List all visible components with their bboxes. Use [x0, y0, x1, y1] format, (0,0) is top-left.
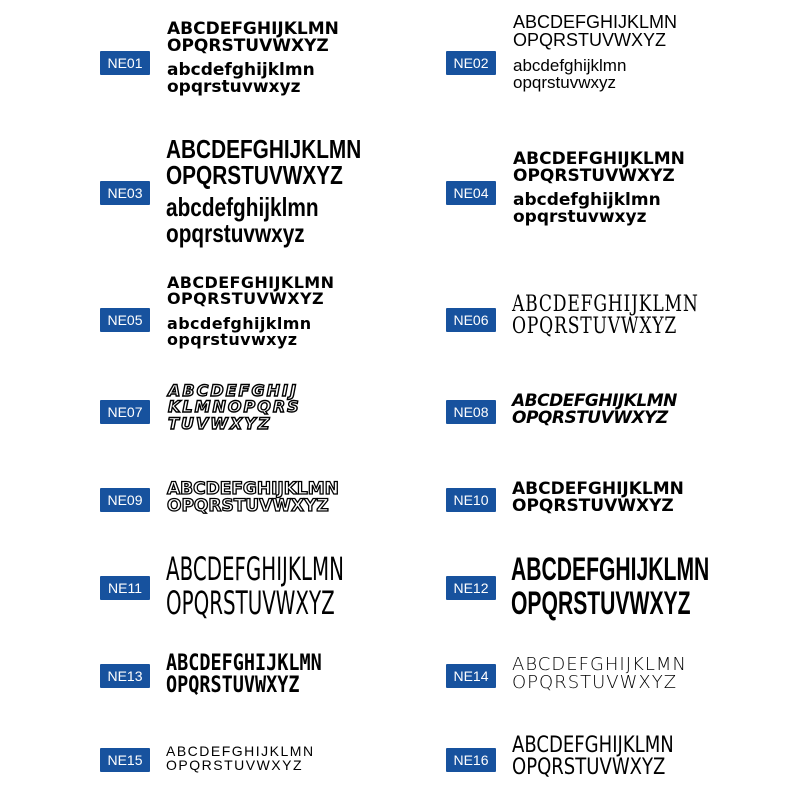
font-code-badge: NE16 — [446, 748, 496, 772]
font-code-badge: NE09 — [100, 488, 150, 512]
font-code-badge: NE14 — [446, 664, 496, 688]
uppercase-line-1: ABCDEFGHIJ — [168, 381, 298, 400]
uppercase-line-1: ABCDEFGHIJKLMN — [166, 651, 322, 676]
font-code-badge: NE11 — [100, 576, 150, 600]
uppercase-line-1: ABCDEFGHIJKLMN — [512, 292, 699, 317]
uppercase-line-1: ABCDEFGHIJKLMN — [513, 149, 685, 169]
font-code-badge: NE08 — [446, 400, 496, 424]
lowercase-line-2: opqrstuvwxyz — [166, 218, 305, 248]
uppercase-line-2: OPQRSTUVWXYZ — [512, 496, 674, 517]
font-specimen — [512, 735, 674, 780]
font-code-badge: NE06 — [446, 308, 496, 332]
lowercase-line-1: abcdefghijklmn — [167, 59, 315, 80]
lowercase-line-1: abcdefghijklmn — [513, 55, 627, 75]
font-code-badge: NE03 — [100, 181, 150, 205]
uppercase-line-2: OPQRSTUVWXYZ — [166, 757, 304, 774]
font-code-badge: NE13 — [100, 664, 150, 688]
uppercase-line-2: OPQRSTUVWXYZ — [166, 673, 300, 699]
uppercase-line-1: ABCDEFGHIJKLMN — [512, 654, 687, 675]
lowercase-line-2: opqrstuvwxyz — [513, 73, 616, 93]
uppercase-line-1: ABCDEFGHIJKLMN — [512, 391, 677, 411]
uppercase-line-2: OPQRSTUVWXYZ — [513, 30, 667, 51]
font-specimen — [166, 744, 315, 773]
font-specimen — [167, 21, 339, 96]
font-code-badge: NE02 — [446, 51, 496, 75]
font-code-badge: NE12 — [446, 576, 496, 600]
uppercase-line-2: OPQRSTUVWXYZ — [512, 314, 678, 340]
uppercase-line-2: OPQRSTUVWXYZ — [167, 289, 325, 309]
uppercase-line-2: OPQRSTUVWXYZ — [166, 583, 335, 622]
uppercase-line-1: ABCDEFGHIJKLMN — [166, 134, 362, 164]
uppercase-line-1: ABCDEFGHIJKLMN — [166, 743, 315, 759]
font-specimen — [513, 13, 677, 91]
font-code-badge: NE04 — [446, 181, 496, 205]
lowercase-line-1: abcdefghijklmn — [166, 192, 319, 222]
lowercase-line-2: opqrstuvwxyz — [167, 76, 301, 97]
font-specimen — [512, 294, 699, 339]
font-specimen — [511, 553, 709, 620]
uppercase-line-2: OPQRSTUVWXYZ — [166, 160, 343, 190]
uppercase-line-1: ABCDEFGHIJKLMN — [512, 479, 684, 499]
lowercase-line-2: opqrstuvwxyz — [167, 329, 298, 349]
uppercase-line-3: TUVWXYZ — [168, 413, 272, 433]
uppercase-line-1: ABCDEFGHIJKLMN — [166, 550, 344, 588]
font-specimen — [166, 136, 361, 246]
lowercase-line-2: opqrstuvwxyz — [513, 206, 647, 227]
font-specimen — [512, 481, 684, 516]
font-code-badge: NE15 — [100, 748, 150, 772]
uppercase-line-1: ABCDEFGHIJKLMN — [511, 551, 710, 587]
uppercase-line-1: ABCDEFGHIJKLMN — [512, 733, 674, 758]
font-code-badge: NE01 — [100, 51, 150, 75]
font-specimen — [512, 393, 677, 428]
font-code-badge: NE05 — [100, 308, 150, 332]
font-specimen — [166, 653, 322, 698]
uppercase-line-2: KLMNOPQRS — [168, 397, 301, 417]
font-code-badge: NE07 — [100, 400, 150, 424]
font-specimen — [168, 383, 301, 432]
uppercase-line-2: OPQRSTUVWXYZ — [512, 672, 678, 694]
font-specimen — [167, 481, 339, 516]
uppercase-line-1: ABCDEFGHIJKLMN — [167, 19, 339, 39]
uppercase-line-2: OPQRSTUVWXYZ — [512, 755, 666, 781]
lowercase-line-1: abcdefghijklmn — [167, 313, 312, 333]
font-specimen — [513, 151, 685, 226]
font-code-badge: NE10 — [446, 488, 496, 512]
uppercase-line-1: ABCDEFGHIJKLMN — [167, 479, 339, 499]
font-specimen — [167, 275, 334, 348]
uppercase-line-2: OPQRSTUVWXYZ — [512, 408, 668, 429]
uppercase-line-1: ABCDEFGHIJKLMN — [513, 12, 678, 32]
lowercase-line-1: abcdefghijklmn — [513, 189, 661, 210]
uppercase-line-2: OPQRSTUVWXYZ — [167, 36, 329, 57]
uppercase-line-2: OPQRSTUVWXYZ — [167, 496, 329, 517]
uppercase-line-2: OPQRSTUVWXYZ — [511, 584, 691, 621]
uppercase-line-2: OPQRSTUVWXYZ — [513, 166, 675, 187]
font-specimen — [166, 550, 344, 622]
font-specimen — [512, 656, 687, 693]
uppercase-line-1: ABCDEFGHIJKLMN — [167, 273, 335, 292]
